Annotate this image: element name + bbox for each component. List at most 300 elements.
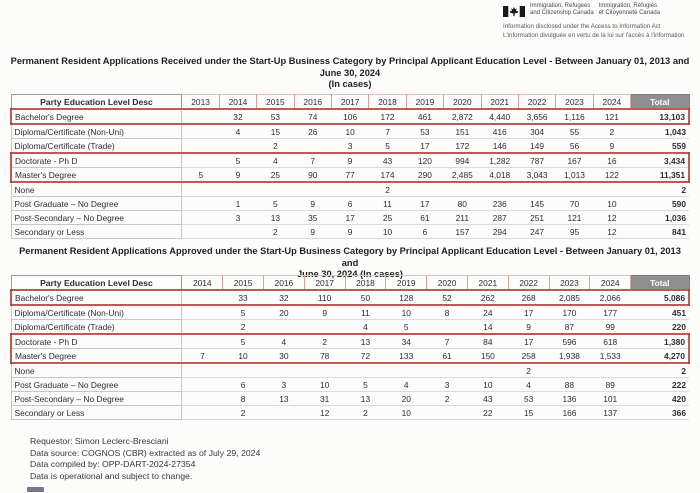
- year-value-cell: [331, 182, 368, 197]
- year-value-cell: 110: [304, 290, 345, 305]
- year-value-cell: [182, 334, 223, 349]
- received-table-title: Permanent Resident Applications Received under the Start-Up Business Category by Principal Applicant Education Level - Between January 01, 2013 and June 30, 2024 (In cases): [10, 56, 690, 89]
- year-value-cell: 3,656: [518, 109, 555, 124]
- year-value-cell: 11: [345, 305, 386, 320]
- table-row: [11, 182, 689, 197]
- year-value-cell: 2: [257, 225, 294, 239]
- row-total-cell: 559: [631, 139, 689, 154]
- year-value-cell: 72: [345, 349, 386, 364]
- year-value-cell: 5: [369, 139, 406, 154]
- year-value-cell: 136: [549, 392, 590, 406]
- year-value-cell: [556, 182, 593, 197]
- year-value-cell: 10: [386, 305, 427, 320]
- year-value-cell: 8: [427, 305, 468, 320]
- year-value-cell: 43: [467, 392, 508, 406]
- row-label: Master's Degree: [11, 168, 182, 183]
- column-header-year: 2019: [386, 276, 427, 291]
- year-value-cell: 133: [386, 349, 427, 364]
- row-label: Post Graduate – No Degree: [11, 378, 182, 392]
- year-value-cell: [467, 363, 508, 378]
- year-value-cell: 8: [223, 392, 264, 406]
- year-value-cell: [263, 406, 304, 420]
- year-value-cell: 4: [257, 153, 294, 168]
- column-header-total: Total: [631, 95, 689, 110]
- year-value-cell: 150: [467, 349, 508, 364]
- year-value-cell: [182, 153, 219, 168]
- column-header-year: 2016: [294, 95, 331, 110]
- year-value-cell: 5: [345, 378, 386, 392]
- row-label: Bachelor's Degree: [11, 109, 182, 124]
- year-value-cell: 7: [182, 349, 223, 364]
- year-value-cell: 77: [331, 168, 368, 183]
- row-total-cell: 1,036: [631, 211, 689, 225]
- year-value-cell: 3: [219, 211, 256, 225]
- year-value-cell: [427, 406, 468, 420]
- column-header-year: 2013: [182, 95, 219, 110]
- year-value-cell: 95: [556, 225, 593, 239]
- row-total-cell: 2: [631, 363, 689, 378]
- year-value-cell: 9: [331, 225, 368, 239]
- row-total-cell: 366: [631, 406, 689, 420]
- year-value-cell: [263, 363, 304, 378]
- year-value-cell: 145: [518, 197, 555, 211]
- year-value-cell: 106: [331, 109, 368, 124]
- year-value-cell: 2: [345, 406, 386, 420]
- year-value-cell: 167: [556, 153, 593, 168]
- requestor-line: Requestor: Simon Leclerc-Bresciani: [30, 436, 169, 446]
- year-value-cell: 53: [257, 109, 294, 124]
- department-name-fr: Immigration, Réfugiés et Citoyenneté Canada: [598, 3, 661, 16]
- row-total-cell: 841: [631, 225, 689, 239]
- year-value-cell: 6: [406, 225, 443, 239]
- year-value-cell: 120: [406, 153, 443, 168]
- table-row: [11, 378, 689, 392]
- year-value-cell: 4: [386, 378, 427, 392]
- year-value-cell: 2: [223, 320, 264, 335]
- year-value-cell: 15: [508, 406, 549, 420]
- year-value-cell: 4: [345, 320, 386, 335]
- column-header-education-level: Party Education Level Desc: [11, 276, 182, 291]
- year-value-cell: 5: [219, 153, 256, 168]
- year-value-cell: 7: [369, 124, 406, 139]
- year-value-cell: [219, 139, 256, 154]
- year-value-cell: 2,066: [590, 290, 631, 305]
- row-label: Post-Secondary – No Degree: [11, 211, 182, 225]
- year-value-cell: 17: [406, 139, 443, 154]
- year-value-cell: [263, 320, 304, 335]
- year-value-cell: 15: [257, 124, 294, 139]
- year-value-cell: 12: [593, 211, 630, 225]
- year-value-cell: [182, 320, 223, 335]
- year-value-cell: 294: [481, 225, 518, 239]
- year-value-cell: 4,018: [481, 168, 518, 183]
- year-value-cell: 70: [556, 197, 593, 211]
- year-value-cell: 10: [304, 378, 345, 392]
- year-value-cell: 4: [508, 378, 549, 392]
- year-value-cell: 121: [556, 211, 593, 225]
- year-value-cell: 10: [593, 197, 630, 211]
- year-value-cell: 50: [345, 290, 386, 305]
- year-value-cell: [182, 225, 219, 239]
- year-value-cell: 9: [294, 197, 331, 211]
- year-value-cell: 166: [549, 406, 590, 420]
- year-value-cell: 287: [481, 211, 518, 225]
- approved-table-container: [10, 275, 690, 420]
- year-value-cell: 13: [257, 211, 294, 225]
- column-header-year: 2014: [219, 95, 256, 110]
- year-value-cell: 2,085: [549, 290, 590, 305]
- year-value-cell: 5: [223, 334, 264, 349]
- row-label: Secondary or Less: [11, 225, 182, 239]
- year-value-cell: [182, 182, 219, 197]
- canada-flag-icon: [503, 3, 525, 22]
- row-label: None: [11, 363, 182, 378]
- year-value-cell: [182, 124, 219, 139]
- year-value-cell: 10: [331, 124, 368, 139]
- column-header-year: 2023: [549, 276, 590, 291]
- year-value-cell: 32: [219, 109, 256, 124]
- year-value-cell: 177: [590, 305, 631, 320]
- year-value-cell: 88: [549, 378, 590, 392]
- year-value-cell: 1,282: [481, 153, 518, 168]
- year-value-cell: 53: [508, 392, 549, 406]
- column-header-year: 2022: [508, 276, 549, 291]
- year-value-cell: 17: [508, 334, 549, 349]
- year-value-cell: 994: [444, 153, 481, 168]
- table-row: [11, 153, 689, 168]
- year-value-cell: [182, 363, 223, 378]
- year-value-cell: 3,043: [518, 168, 555, 183]
- column-header-year: 2016: [263, 276, 304, 291]
- row-total-cell: 11,351: [631, 168, 689, 183]
- row-label: Master's Degree: [11, 349, 182, 364]
- row-total-cell: 3,434: [631, 153, 689, 168]
- year-value-cell: 20: [386, 392, 427, 406]
- department-name-en: Immigration, Refugees and Citizenship Canada: [530, 3, 594, 16]
- table-row: [11, 305, 689, 320]
- row-total-cell: 222: [631, 378, 689, 392]
- data-source-line: Data source: COGNOS (CBR) extracted as of July 29, 2024: [30, 447, 261, 458]
- year-value-cell: 80: [444, 197, 481, 211]
- year-value-cell: 461: [406, 109, 443, 124]
- year-value-cell: 2: [593, 124, 630, 139]
- year-value-cell: [223, 363, 264, 378]
- year-value-cell: 172: [444, 139, 481, 154]
- year-value-cell: 1: [219, 197, 256, 211]
- column-header-total: Total: [631, 276, 689, 291]
- table-row: [11, 406, 689, 420]
- year-value-cell: 304: [518, 124, 555, 139]
- year-value-cell: 10: [386, 406, 427, 420]
- column-header-year: 2017: [304, 276, 345, 291]
- year-value-cell: 1,013: [556, 168, 593, 183]
- row-total-cell: 451: [631, 305, 689, 320]
- year-value-cell: 5: [182, 168, 219, 183]
- year-value-cell: 170: [549, 305, 590, 320]
- column-header-education-level: Party Education Level Desc: [11, 95, 182, 110]
- year-value-cell: [182, 211, 219, 225]
- year-value-cell: 55: [556, 124, 593, 139]
- year-value-cell: 84: [467, 334, 508, 349]
- year-value-cell: 12: [304, 406, 345, 420]
- year-value-cell: [257, 182, 294, 197]
- row-total-cell: 1,043: [631, 124, 689, 139]
- year-value-cell: 2: [304, 334, 345, 349]
- row-total-cell: 5,086: [631, 290, 689, 305]
- year-value-cell: [219, 225, 256, 239]
- year-value-cell: [182, 392, 223, 406]
- year-value-cell: [182, 139, 219, 154]
- row-label: Doctorate - Ph D: [11, 153, 182, 168]
- year-value-cell: 2: [427, 392, 468, 406]
- table-row: [11, 392, 689, 406]
- year-value-cell: 13: [345, 334, 386, 349]
- column-header-year: 2015: [257, 95, 294, 110]
- year-value-cell: [386, 363, 427, 378]
- year-value-cell: 149: [518, 139, 555, 154]
- table-row: [11, 168, 689, 183]
- year-value-cell: 17: [331, 211, 368, 225]
- year-value-cell: 12: [593, 225, 630, 239]
- table-row: [11, 225, 689, 239]
- year-value-cell: 53: [406, 124, 443, 139]
- column-header-year: 2018: [369, 95, 406, 110]
- column-header-year: 2021: [481, 95, 518, 110]
- year-value-cell: 596: [549, 334, 590, 349]
- year-value-cell: 33: [223, 290, 264, 305]
- column-header-year: 2017: [331, 95, 368, 110]
- year-value-cell: 35: [294, 211, 331, 225]
- year-value-cell: 128: [386, 290, 427, 305]
- year-value-cell: 2: [223, 406, 264, 420]
- year-value-cell: 9: [593, 139, 630, 154]
- received-table-container: [10, 94, 690, 239]
- year-value-cell: 61: [406, 211, 443, 225]
- row-label: Secondary or Less: [11, 406, 182, 420]
- year-value-cell: 90: [294, 168, 331, 183]
- year-value-cell: 151: [444, 124, 481, 139]
- year-value-cell: 137: [590, 406, 631, 420]
- column-header-year: 2018: [345, 276, 386, 291]
- applications-approved-table: [10, 275, 690, 420]
- year-value-cell: 10: [223, 349, 264, 364]
- year-value-cell: 416: [481, 124, 518, 139]
- row-total-cell: 420: [631, 392, 689, 406]
- year-value-cell: [219, 182, 256, 197]
- year-value-cell: 16: [593, 153, 630, 168]
- ircc-logo-block: [503, 3, 695, 40]
- compiled-by-line: Data compiled by: OPP-DART-2024-27354: [30, 459, 196, 469]
- year-value-cell: 26: [294, 124, 331, 139]
- year-value-cell: 787: [518, 153, 555, 168]
- row-total-cell: 590: [631, 197, 689, 211]
- year-value-cell: 34: [386, 334, 427, 349]
- year-value-cell: [406, 182, 443, 197]
- year-value-cell: 25: [257, 168, 294, 183]
- year-value-cell: [444, 182, 481, 197]
- year-value-cell: [182, 305, 223, 320]
- year-value-cell: 43: [369, 153, 406, 168]
- row-label: Diploma/Certificate (Trade): [11, 139, 182, 154]
- year-value-cell: 9: [331, 153, 368, 168]
- year-value-cell: [518, 182, 555, 197]
- year-value-cell: [481, 182, 518, 197]
- year-value-cell: [294, 182, 331, 197]
- table-row: [11, 290, 689, 305]
- table-row: [11, 124, 689, 139]
- year-value-cell: [549, 363, 590, 378]
- year-value-cell: 5: [223, 305, 264, 320]
- table-row: [11, 320, 689, 335]
- year-value-cell: 9: [508, 320, 549, 335]
- year-value-cell: 24: [467, 305, 508, 320]
- year-value-cell: 101: [590, 392, 631, 406]
- table-row: [11, 349, 689, 364]
- year-value-cell: 25: [369, 211, 406, 225]
- year-value-cell: [182, 406, 223, 420]
- year-value-cell: 10: [369, 225, 406, 239]
- table-row: [11, 363, 689, 378]
- year-value-cell: 7: [294, 153, 331, 168]
- column-header-year: 2024: [593, 95, 630, 110]
- year-value-cell: 4,440: [481, 109, 518, 124]
- row-label: Diploma/Certificate (Trade): [11, 320, 182, 335]
- year-value-cell: 122: [593, 168, 630, 183]
- year-value-cell: 7: [427, 334, 468, 349]
- year-value-cell: 9: [219, 168, 256, 183]
- year-value-cell: 20: [263, 305, 304, 320]
- year-value-cell: 211: [444, 211, 481, 225]
- year-value-cell: 172: [369, 109, 406, 124]
- year-value-cell: 1,938: [549, 349, 590, 364]
- year-value-cell: 32: [263, 290, 304, 305]
- table-header-row: [11, 276, 689, 291]
- table-row: [11, 211, 689, 225]
- table-row: [11, 197, 689, 211]
- year-value-cell: 17: [406, 197, 443, 211]
- atip-notice-en: Information disclosed under the Access to Information Act: [503, 23, 661, 30]
- year-value-cell: 3: [263, 378, 304, 392]
- year-value-cell: 6: [223, 378, 264, 392]
- year-value-cell: 13: [263, 392, 304, 406]
- year-value-cell: [304, 363, 345, 378]
- year-value-cell: 2,872: [444, 109, 481, 124]
- year-value-cell: 9: [294, 225, 331, 239]
- year-value-cell: 99: [590, 320, 631, 335]
- year-value-cell: 268: [508, 290, 549, 305]
- year-value-cell: 1,116: [556, 109, 593, 124]
- year-value-cell: [294, 139, 331, 154]
- year-value-cell: 3: [427, 378, 468, 392]
- row-total-cell: 2: [631, 182, 689, 197]
- year-value-cell: 78: [304, 349, 345, 364]
- year-value-cell: 3: [331, 139, 368, 154]
- year-value-cell: 10: [467, 378, 508, 392]
- year-value-cell: 74: [294, 109, 331, 124]
- row-label: Post Graduate – No Degree: [11, 197, 182, 211]
- column-header-year: 2020: [444, 95, 481, 110]
- row-total-cell: 4,270: [631, 349, 689, 364]
- year-value-cell: 258: [508, 349, 549, 364]
- year-value-cell: 52: [427, 290, 468, 305]
- year-value-cell: 4: [219, 124, 256, 139]
- year-value-cell: 157: [444, 225, 481, 239]
- atip-notice-fr: L'information divulguée en vertu de la loi sur l'accès à l'information: [503, 32, 685, 39]
- year-value-cell: 1,533: [590, 349, 631, 364]
- applications-received-table: [10, 94, 690, 239]
- year-value-cell: 5: [386, 320, 427, 335]
- column-header-year: 2023: [556, 95, 593, 110]
- year-value-cell: [590, 363, 631, 378]
- year-value-cell: 2: [369, 182, 406, 197]
- row-label: Post-Secondary – No Degree: [11, 392, 182, 406]
- column-header-year: 2015: [223, 276, 264, 291]
- report-metadata-block: [30, 436, 260, 482]
- row-total-cell: 1,380: [631, 334, 689, 349]
- year-value-cell: 2: [508, 363, 549, 378]
- year-value-cell: 236: [481, 197, 518, 211]
- year-value-cell: [593, 182, 630, 197]
- year-value-cell: [182, 109, 219, 124]
- table-row: [11, 139, 689, 154]
- column-header-year: 2020: [427, 276, 468, 291]
- year-value-cell: 56: [556, 139, 593, 154]
- year-value-cell: 251: [518, 211, 555, 225]
- column-header-year: 2021: [467, 276, 508, 291]
- year-value-cell: 31: [304, 392, 345, 406]
- row-label: Diploma/Certificate (Non-Uni): [11, 124, 182, 139]
- scan-artifact-mark: [27, 487, 44, 492]
- table-row: [11, 334, 689, 349]
- column-header-year: 2014: [182, 276, 223, 291]
- row-total-cell: 13,103: [631, 109, 689, 124]
- year-value-cell: 9: [304, 305, 345, 320]
- disclaimer-line: Data is operational and subject to change.: [30, 470, 193, 481]
- year-value-cell: 247: [518, 225, 555, 239]
- table-header-row: [11, 95, 689, 110]
- column-header-year: 2019: [406, 95, 443, 110]
- year-value-cell: 30: [263, 349, 304, 364]
- year-value-cell: 262: [467, 290, 508, 305]
- year-value-cell: [304, 320, 345, 335]
- year-value-cell: 13: [345, 392, 386, 406]
- approved-table-title: Permanent Resident Applications Approved under the Start-Up Business Category by Principal Applicant Education Level - Between January 01, 2013 and June 30, 2024 (In cases): [19, 246, 681, 279]
- year-value-cell: [345, 363, 386, 378]
- year-value-cell: [182, 290, 223, 305]
- year-value-cell: 61: [427, 349, 468, 364]
- table-row: [11, 109, 689, 124]
- year-value-cell: 121: [593, 109, 630, 124]
- row-total-cell: 220: [631, 320, 689, 335]
- year-value-cell: 618: [590, 334, 631, 349]
- row-label: None: [11, 182, 182, 197]
- column-header-year: 2022: [518, 95, 555, 110]
- year-value-cell: 5: [257, 197, 294, 211]
- year-value-cell: 17: [508, 305, 549, 320]
- year-value-cell: [182, 197, 219, 211]
- year-value-cell: 11: [369, 197, 406, 211]
- column-header-year: 2024: [590, 276, 631, 291]
- year-value-cell: [427, 363, 468, 378]
- row-label: Bachelor's Degree: [11, 290, 182, 305]
- year-value-cell: 146: [481, 139, 518, 154]
- year-value-cell: 6: [331, 197, 368, 211]
- year-value-cell: 174: [369, 168, 406, 183]
- year-value-cell: 22: [467, 406, 508, 420]
- year-value-cell: [182, 378, 223, 392]
- row-label: Diploma/Certificate (Non-Uni): [11, 305, 182, 320]
- year-value-cell: 2: [257, 139, 294, 154]
